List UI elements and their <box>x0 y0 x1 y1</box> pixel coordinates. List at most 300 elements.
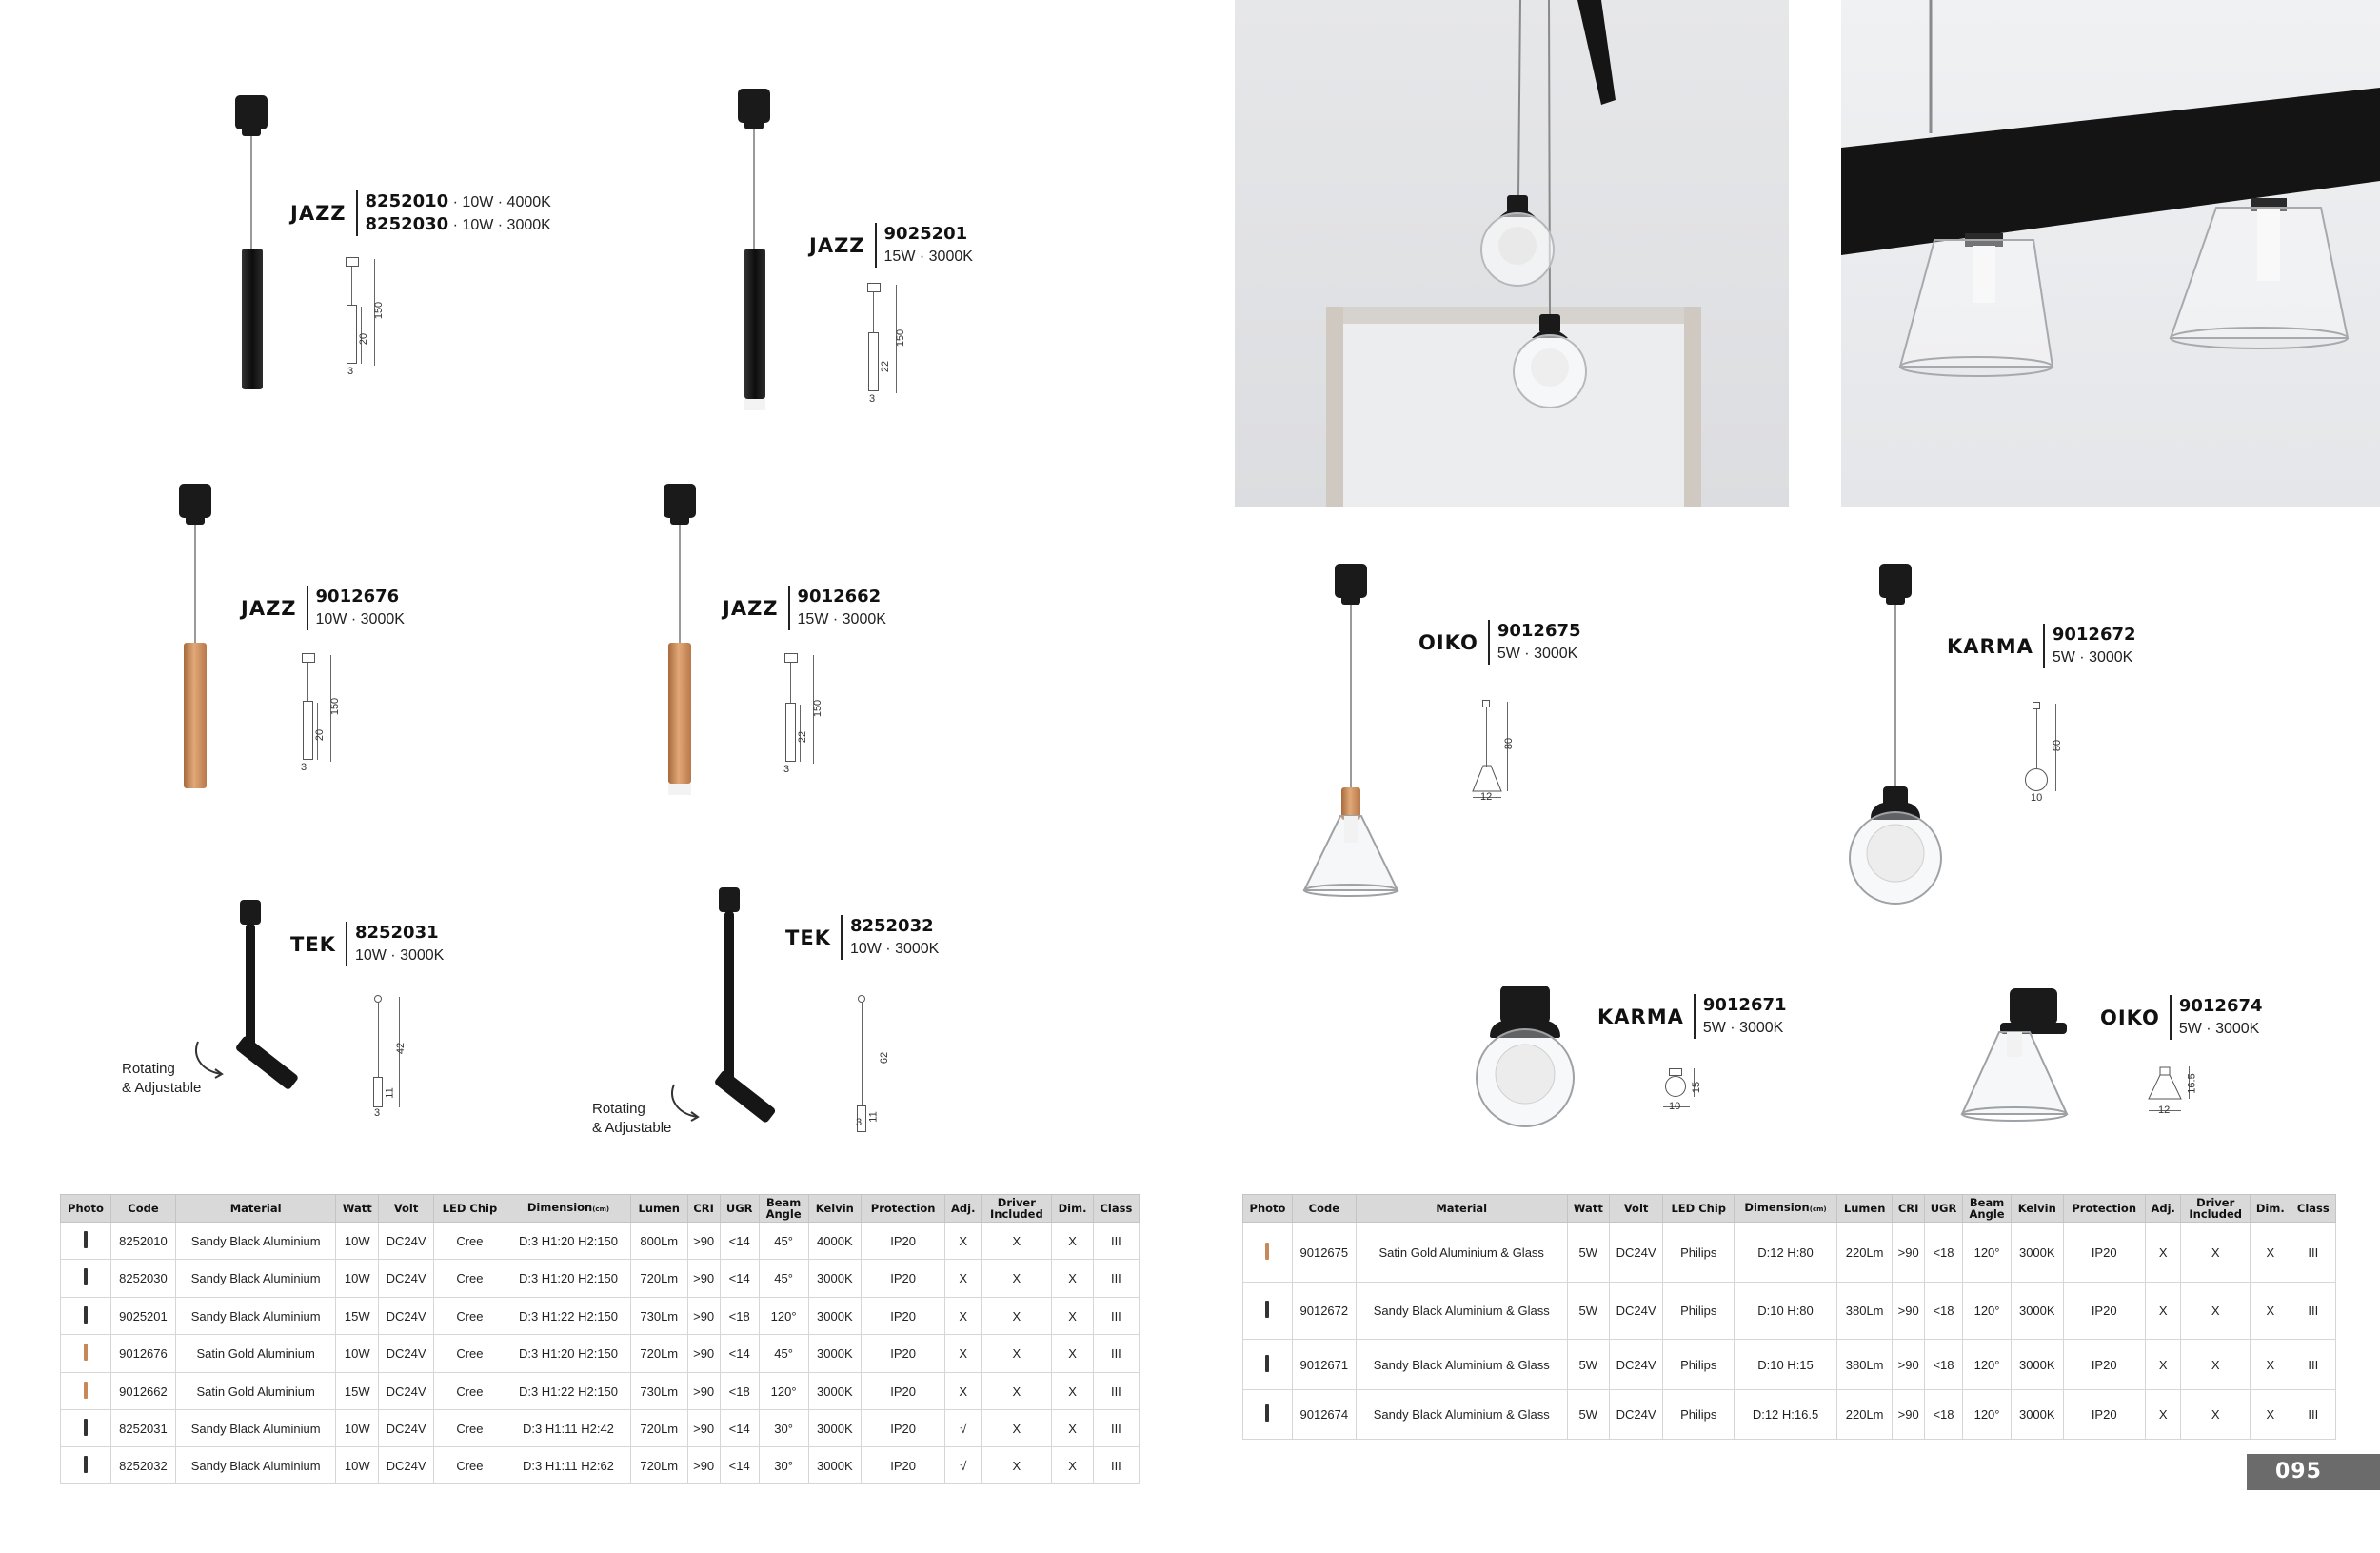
product-thumbnail-icon <box>84 1456 88 1473</box>
cell-lumen: 720Lm <box>630 1260 687 1298</box>
cell-beam: 45° <box>759 1260 808 1298</box>
photo-track-oiko <box>1841 0 2380 507</box>
cell-adj: √ <box>945 1447 982 1484</box>
cell-material: Sandy Black Aluminium & Glass <box>1356 1390 1567 1440</box>
product-thumbnail-icon <box>84 1419 88 1436</box>
dim-length: 20 <box>358 332 370 346</box>
product-spec: 5W · 3000K <box>2052 649 2133 666</box>
cell-dimension: D:3 H1:11 H2:42 <box>506 1410 631 1447</box>
row-thumbnail <box>1243 1340 1293 1390</box>
cell-class: III <box>2291 1390 2335 1440</box>
cell-volt: DC24V <box>379 1223 434 1260</box>
col-watt: Watt <box>336 1195 379 1223</box>
cell-class: III <box>2291 1283 2335 1340</box>
lamp-diffuser <box>668 784 691 795</box>
row-thumbnail <box>61 1223 111 1260</box>
cell-adj: X <box>945 1335 982 1373</box>
glass-globe-shade <box>1847 809 1944 906</box>
cell-dimension: D:3 H1:11 H2:62 <box>506 1447 631 1484</box>
lamp-tube-gold <box>668 643 691 784</box>
dimension-drawing <box>2021 702 2078 806</box>
cell-kelvin: 3000K <box>2012 1223 2063 1283</box>
cell-dim: X <box>1052 1447 1093 1484</box>
cell-adj: X <box>2145 1223 2181 1283</box>
cell-volt: DC24V <box>1609 1340 1663 1390</box>
dimension-drawing <box>860 283 907 407</box>
cell-lumen: 730Lm <box>630 1373 687 1410</box>
product-name: TEK <box>290 932 336 956</box>
dim-length: 22 <box>880 360 892 373</box>
cell-code: 9012676 <box>110 1335 175 1373</box>
dim-diameter: 3 <box>856 1117 863 1128</box>
cell-lumen: 220Lm <box>1836 1223 1892 1283</box>
cell-chip: Cree <box>433 1373 506 1410</box>
suspension-wire <box>1350 605 1352 787</box>
col-dimension-unit: (cm) <box>592 1205 610 1213</box>
col-ugr: UGR <box>1924 1195 1962 1223</box>
cell-dim: X <box>1052 1298 1093 1335</box>
cell-dim: X <box>2250 1223 2291 1283</box>
cell-chip: Cree <box>433 1260 506 1298</box>
cell-kelvin: 3000K <box>808 1410 862 1447</box>
product-name: JAZZ <box>809 233 865 257</box>
cell-beam: 45° <box>759 1223 808 1260</box>
cell-volt: DC24V <box>379 1447 434 1484</box>
dim-width: 10 <box>1669 1101 1681 1112</box>
cell-protection: IP20 <box>862 1335 945 1373</box>
cell-volt: DC24V <box>379 1298 434 1335</box>
cell-lumen: 380Lm <box>1836 1283 1892 1340</box>
cell-cri: >90 <box>687 1410 720 1447</box>
row-thumbnail <box>1243 1390 1293 1440</box>
dim-width: 12 <box>1480 791 1493 803</box>
product-thumbnail-icon <box>84 1231 88 1248</box>
row-thumbnail <box>61 1335 111 1373</box>
lamp-tube-gold <box>184 643 207 788</box>
cell-ugr: <18 <box>720 1373 759 1410</box>
track-adapter <box>664 484 696 518</box>
track-adapter <box>2010 988 2057 1025</box>
cell-dim: X <box>2250 1283 2291 1340</box>
cell-lumen: 720Lm <box>630 1410 687 1447</box>
track-adapter <box>240 900 261 925</box>
cell-volt: DC24V <box>1609 1390 1663 1440</box>
cell-driver: X <box>2181 1340 2251 1390</box>
cell-ugr: <14 <box>720 1410 759 1447</box>
product-code: 8252032 <box>849 916 934 936</box>
col-driver: Included <box>2189 1207 2243 1221</box>
dim-height: 150 <box>329 697 342 716</box>
dim-length: 11 <box>384 1087 396 1099</box>
dim-diameter: 3 <box>783 764 790 775</box>
spec-table-left <box>60 1194 1140 1484</box>
col-protection: Protection <box>862 1195 945 1223</box>
product-code: 9012672 <box>2052 625 2136 645</box>
cell-cri: >90 <box>1893 1390 1925 1440</box>
cell-protection: IP20 <box>862 1447 945 1484</box>
product-spec: 5W · 3000K <box>2178 1021 2260 1037</box>
cell-chip: Cree <box>433 1447 506 1484</box>
cell-chip: Cree <box>433 1335 506 1373</box>
cell-dimension: D:3 H1:22 H2:150 <box>506 1298 631 1335</box>
cell-lumen: 730Lm <box>630 1298 687 1335</box>
product-name: KARMA <box>1947 634 2033 658</box>
cell-cri: >90 <box>1893 1340 1925 1390</box>
cell-cri: >90 <box>687 1223 720 1260</box>
table-row <box>61 1223 1140 1260</box>
dim-height: 80 <box>1503 737 1516 750</box>
col-photo: Photo <box>1243 1195 1293 1223</box>
row-thumbnail <box>61 1410 111 1447</box>
cell-kelvin: 3000K <box>808 1335 862 1373</box>
col-beam: Angle <box>765 1207 802 1221</box>
cell-driver: X <box>982 1260 1052 1298</box>
cell-material: Sandy Black Aluminium & Glass <box>1356 1340 1567 1390</box>
product-code: 8252010 <box>365 191 449 211</box>
cell-class: III <box>1093 1335 1139 1373</box>
cell-ugr: <14 <box>720 1447 759 1484</box>
dimension-drawing <box>777 653 824 777</box>
dim-length: 22 <box>797 730 809 744</box>
cell-beam: 45° <box>759 1335 808 1373</box>
cell-volt: DC24V <box>1609 1223 1663 1283</box>
col-code: Code <box>110 1195 175 1223</box>
table-row <box>61 1335 1140 1373</box>
dim-diameter: 3 <box>301 762 307 773</box>
cell-class: III <box>1093 1373 1139 1410</box>
row-thumbnail <box>61 1373 111 1410</box>
product-spec: 5W · 3000K <box>1497 646 1578 662</box>
col-dimension: Dimension <box>526 1201 593 1214</box>
product-code: 8252030 <box>365 214 449 234</box>
lamp-head <box>234 1035 299 1091</box>
table-row <box>61 1260 1140 1298</box>
cell-driver: X <box>982 1223 1052 1260</box>
col-volt: Volt <box>1609 1195 1663 1223</box>
cell-protection: IP20 <box>862 1260 945 1298</box>
col-chip: LED Chip <box>1663 1195 1735 1223</box>
cell-material: Satin Gold Aluminium & Glass <box>1356 1223 1567 1283</box>
dimension-drawing <box>1471 700 1528 809</box>
cell-class: III <box>2291 1340 2335 1390</box>
dim-diameter: 3 <box>374 1107 381 1119</box>
cell-cri: >90 <box>1893 1223 1925 1283</box>
lamp-diffuser <box>744 399 765 410</box>
feature-note: Rotating <box>122 1061 175 1077</box>
col-volt: Volt <box>379 1195 434 1223</box>
product-thumbnail-icon <box>84 1382 88 1399</box>
cell-lumen: 800Lm <box>630 1223 687 1260</box>
table-row <box>61 1447 1140 1484</box>
lamp-rod <box>724 911 734 1085</box>
cell-driver: X <box>2181 1390 2251 1440</box>
cell-dimension: D:3 H1:20 H2:150 <box>506 1223 631 1260</box>
track-adapter <box>1335 564 1367 598</box>
cell-ugr: <18 <box>720 1298 759 1335</box>
col-lumen: Lumen <box>630 1195 687 1223</box>
cell-protection: IP20 <box>862 1410 945 1447</box>
dim-height: 150 <box>373 301 386 320</box>
suspension-wire <box>250 136 252 249</box>
col-driver: Driver <box>997 1196 1036 1209</box>
cell-beam: 120° <box>759 1373 808 1410</box>
cell-kelvin: 3000K <box>808 1260 862 1298</box>
feature-note: & Adjustable <box>122 1080 202 1096</box>
col-class: Class <box>2291 1195 2335 1223</box>
cell-protection: IP20 <box>2063 1223 2145 1283</box>
cell-ugr: <18 <box>1924 1340 1962 1390</box>
cell-dim: X <box>2250 1390 2291 1440</box>
cell-code: 8252031 <box>110 1410 175 1447</box>
product-code: 9012675 <box>1497 621 1581 641</box>
track-adapter <box>738 89 770 123</box>
col-chip: LED Chip <box>433 1195 506 1223</box>
cell-cri: >90 <box>687 1335 720 1373</box>
cell-volt: DC24V <box>379 1410 434 1447</box>
cell-code: 8252010 <box>110 1223 175 1260</box>
cell-code: 9025201 <box>110 1298 175 1335</box>
cell-watt: 10W <box>336 1335 379 1373</box>
product-code: 9012674 <box>2178 996 2263 1016</box>
cell-watt: 5W <box>1567 1283 1609 1340</box>
product-spec: 15W · 3000K <box>883 249 973 265</box>
cell-cri: >90 <box>687 1260 720 1298</box>
cell-material: Satin Gold Aluminium <box>175 1373 335 1410</box>
col-beam: Beam <box>1969 1196 2005 1209</box>
col-kelvin: Kelvin <box>808 1195 862 1223</box>
cell-cri: >90 <box>1893 1283 1925 1340</box>
col-code: Code <box>1292 1195 1356 1223</box>
cell-chip: Philips <box>1663 1223 1735 1283</box>
cell-adj: X <box>945 1373 982 1410</box>
col-protection: Protection <box>2063 1195 2145 1223</box>
cell-kelvin: 4000K <box>808 1223 862 1260</box>
cell-driver: X <box>2181 1223 2251 1283</box>
product-spec: 10W · 3000K <box>849 941 940 957</box>
cell-ugr: <18 <box>1924 1390 1962 1440</box>
track-adapter <box>1500 986 1550 1024</box>
cell-watt: 10W <box>336 1223 379 1260</box>
cell-adj: X <box>945 1260 982 1298</box>
col-dim: Dim. <box>2250 1195 2291 1223</box>
suspension-wire <box>679 525 681 643</box>
cell-adj: X <box>945 1298 982 1335</box>
col-lumen: Lumen <box>1836 1195 1892 1223</box>
cell-kelvin: 3000K <box>808 1447 862 1484</box>
cell-protection: IP20 <box>862 1298 945 1335</box>
col-cri: CRI <box>1893 1195 1925 1223</box>
cell-kelvin: 3000K <box>808 1298 862 1335</box>
lamp-tube-black <box>242 249 263 389</box>
cell-protection: IP20 <box>2063 1390 2145 1440</box>
product-thumbnail-icon <box>1265 1404 1269 1422</box>
cell-dim: X <box>1052 1410 1093 1447</box>
cell-dimension: D:10 H:15 <box>1735 1340 1837 1390</box>
col-ugr: UGR <box>720 1195 759 1223</box>
cell-kelvin: 3000K <box>2012 1283 2063 1340</box>
cell-material: Sandy Black Aluminium & Glass <box>1356 1283 1567 1340</box>
col-photo: Photo <box>61 1195 111 1223</box>
cell-volt: DC24V <box>379 1260 434 1298</box>
product-name: JAZZ <box>290 202 347 225</box>
cell-dim: X <box>2250 1340 2291 1390</box>
row-thumbnail <box>61 1447 111 1484</box>
dim-height: 15 <box>1691 1081 1703 1094</box>
cell-dim: X <box>1052 1260 1093 1298</box>
product-spec: · 10W · 4000K <box>452 194 551 210</box>
cell-dimension: D:3 H1:20 H2:150 <box>506 1260 631 1298</box>
dim-length: 11 <box>867 1111 880 1123</box>
cell-code: 9012671 <box>1292 1340 1356 1390</box>
col-adj: Adj. <box>2145 1195 2181 1223</box>
track-adapter <box>235 95 268 129</box>
dim-height: 62 <box>879 1051 891 1065</box>
cell-lumen: 380Lm <box>1836 1340 1892 1390</box>
track-adapter <box>1879 564 1912 598</box>
cell-dimension: D:12 H:80 <box>1735 1223 1837 1283</box>
col-watt: Watt <box>1567 1195 1609 1223</box>
col-kelvin: Kelvin <box>2012 1195 2063 1223</box>
dimension-drawing <box>294 653 342 777</box>
product-name: JAZZ <box>241 596 297 620</box>
dim-height: 150 <box>895 329 907 348</box>
cell-material: Sandy Black Aluminium <box>175 1223 335 1260</box>
product-name: TEK <box>785 926 831 949</box>
product-name: KARMA <box>1597 1005 1684 1028</box>
cell-beam: 120° <box>1963 1390 2012 1440</box>
cell-protection: IP20 <box>2063 1283 2145 1340</box>
dimension-drawing <box>852 995 900 1138</box>
cell-beam: 120° <box>1963 1340 2012 1390</box>
table-row <box>1243 1340 2336 1390</box>
cell-watt: 5W <box>1567 1223 1609 1283</box>
cell-material: Sandy Black Aluminium <box>175 1260 335 1298</box>
glass-globe-shade <box>1474 1026 1577 1129</box>
product-spec: 15W · 3000K <box>797 611 886 627</box>
cell-driver: X <box>982 1335 1052 1373</box>
cell-driver: X <box>982 1410 1052 1447</box>
cell-class: III <box>2291 1223 2335 1283</box>
dim-height: 16.5 <box>2186 1073 2198 1094</box>
product-code: 8252031 <box>354 923 439 943</box>
product-name: OIKO <box>1418 630 1478 654</box>
product-spec: 5W · 3000K <box>1702 1020 1784 1036</box>
cell-class: III <box>1093 1260 1139 1298</box>
cell-chip: Cree <box>433 1298 506 1335</box>
dim-diameter: 3 <box>869 393 876 405</box>
col-dimension: Dimension <box>1744 1201 1810 1214</box>
dim-height: 150 <box>812 699 824 718</box>
cell-cri: >90 <box>687 1373 720 1410</box>
cell-code: 8252032 <box>110 1447 175 1484</box>
feature-note: Rotating <box>592 1101 645 1117</box>
col-dim: Dim. <box>1052 1195 1093 1223</box>
dimension-drawing <box>2147 1066 2204 1133</box>
cell-adj: √ <box>945 1410 982 1447</box>
cell-kelvin: 3000K <box>2012 1340 2063 1390</box>
cell-beam: 120° <box>1963 1283 2012 1340</box>
lamp-tube-black <box>744 249 765 399</box>
col-cri: CRI <box>687 1195 720 1223</box>
cell-watt: 10W <box>336 1447 379 1484</box>
dimension-drawing <box>368 995 416 1124</box>
cell-watt: 5W <box>1567 1390 1609 1440</box>
table-row <box>1243 1390 2336 1440</box>
cell-watt: 15W <box>336 1373 379 1410</box>
cell-ugr: <14 <box>720 1260 759 1298</box>
cell-ugr: <18 <box>1924 1223 1962 1283</box>
cell-class: III <box>1093 1298 1139 1335</box>
product-thumbnail-icon <box>84 1344 88 1361</box>
dim-diameter: 3 <box>347 366 354 377</box>
product-code: 9012676 <box>315 587 400 607</box>
row-thumbnail <box>61 1260 111 1298</box>
product-name: OIKO <box>2100 1005 2160 1029</box>
col-dimension-unit: (cm) <box>1809 1205 1827 1213</box>
product-code: 9012662 <box>797 587 882 607</box>
cell-adj: X <box>2145 1340 2181 1390</box>
cell-beam: 120° <box>759 1298 808 1335</box>
cell-code: 9012674 <box>1292 1390 1356 1440</box>
glass-cone-shade <box>1959 1030 2070 1125</box>
cell-watt: 10W <box>336 1410 379 1447</box>
cell-chip: Cree <box>433 1410 506 1447</box>
cell-adj: X <box>2145 1390 2181 1440</box>
cell-dimension: D:12 H:16.5 <box>1735 1390 1837 1440</box>
cell-volt: DC24V <box>1609 1283 1663 1340</box>
cell-lumen: 720Lm <box>630 1335 687 1373</box>
dimension-drawing <box>1661 1068 1718 1130</box>
glass-cone-shade <box>1302 814 1399 900</box>
cell-lumen: 720Lm <box>630 1447 687 1484</box>
cell-ugr: <18 <box>1924 1283 1962 1340</box>
lamp-head <box>713 1069 776 1124</box>
row-thumbnail <box>1243 1223 1293 1283</box>
cell-beam: 30° <box>759 1447 808 1484</box>
track-adapter <box>179 484 211 518</box>
cell-beam: 120° <box>1963 1223 2012 1283</box>
dim-width: 12 <box>2158 1105 2171 1116</box>
col-adj: Adj. <box>945 1195 982 1223</box>
product-code: 9025201 <box>883 224 968 244</box>
table-row <box>1243 1283 2336 1340</box>
row-thumbnail <box>1243 1283 1293 1340</box>
dim-height: 42 <box>395 1042 407 1055</box>
cell-material: Satin Gold Aluminium <box>175 1335 335 1373</box>
cell-dimension: D:10 H:80 <box>1735 1283 1837 1340</box>
col-beam: Angle <box>1969 1207 2005 1221</box>
product-thumbnail-icon <box>1265 1243 1269 1260</box>
col-material: Material <box>1356 1195 1567 1223</box>
cell-ugr: <14 <box>720 1335 759 1373</box>
cell-watt: 5W <box>1567 1340 1609 1390</box>
cell-protection: IP20 <box>2063 1340 2145 1390</box>
cell-dim: X <box>1052 1223 1093 1260</box>
cell-protection: IP20 <box>862 1373 945 1410</box>
col-class: Class <box>1093 1195 1139 1223</box>
cell-driver: X <box>982 1373 1052 1410</box>
cell-dimension: D:3 H1:20 H2:150 <box>506 1335 631 1373</box>
cell-material: Sandy Black Aluminium <box>175 1447 335 1484</box>
cell-watt: 15W <box>336 1298 379 1335</box>
suspension-wire <box>753 129 755 249</box>
cell-volt: DC24V <box>379 1335 434 1373</box>
cell-driver: X <box>982 1447 1052 1484</box>
col-driver: Included <box>990 1207 1043 1221</box>
cell-material: Sandy Black Aluminium <box>175 1298 335 1335</box>
lamp-rod <box>246 924 255 1055</box>
cell-class: III <box>1093 1447 1139 1484</box>
